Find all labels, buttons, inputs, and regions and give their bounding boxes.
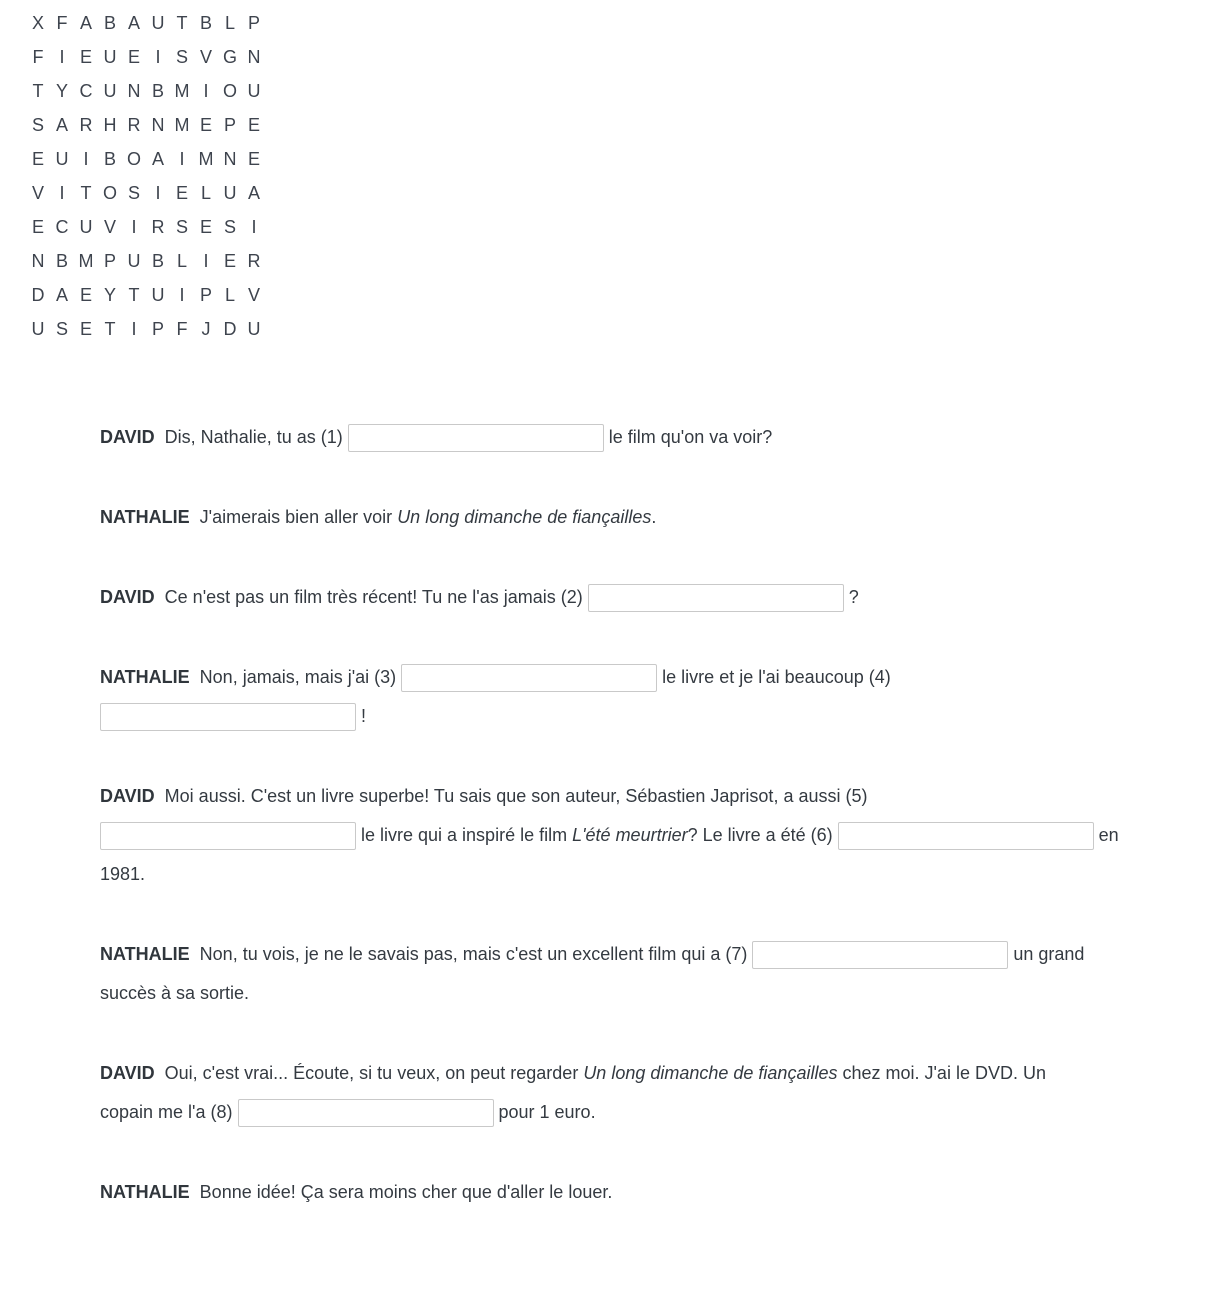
grid-letter: L [176,250,187,271]
dialogue-text: . [651,507,657,527]
grid-letter: I [155,46,161,67]
dialogue-text: ? [843,587,859,607]
film-title-italic: L'été meurtrier [572,825,688,845]
grid-letter: M [198,148,214,169]
blank-input-4[interactable] [100,703,356,731]
blank-input-1[interactable] [348,424,604,452]
grid-letter: U [151,12,165,33]
grid-letter: V [103,216,116,237]
grid-letter: B [151,250,164,271]
grid-letter: G [222,46,237,67]
grid-letter: R [79,114,93,135]
grid-letter: M [174,80,190,101]
blank-input-8[interactable] [238,1099,494,1127]
grid-letter: U [79,216,93,237]
grid-letter: A [55,284,68,305]
dialogue-text: 1981. [100,864,146,884]
grid-letter: P [223,114,236,135]
blank-input-2[interactable] [588,584,844,612]
grid-letter: M [78,250,94,271]
grid-letter: F [176,318,188,339]
grid-letter: F [32,46,44,67]
grid-letter: B [55,250,68,271]
grid-letter: R [151,216,165,237]
grid-letter: L [200,182,211,203]
dialogue-text: Non, tu vois, je ne le savais pas, mais c'est un excellent film qui a (7) [199,944,753,964]
grid-letter: S [31,114,44,135]
grid-letter: D [223,318,237,339]
dialogue-line [100,777,1186,816]
dialogue-text: copain me l'a (8) [100,1102,238,1122]
grid-letter: L [224,284,235,305]
grid-letter: U [247,318,261,339]
grid-letter: I [203,250,209,271]
dialogue-paragraph [100,578,1186,617]
grid-letter: P [103,250,116,271]
grid-letter: I [155,182,161,203]
grid-letter: N [247,46,261,67]
grid-letter: N [151,114,165,135]
grid-letter: H [103,114,117,135]
grid-letter: E [31,148,44,169]
blank-input-7[interactable] [752,941,1008,969]
dialogue-text: Ce n'est pas un film très récent! Tu ne l'as jamais (2) [164,587,588,607]
dialogue-line [100,658,1186,697]
grid-letter: T [104,318,116,339]
grid-letter: A [55,114,68,135]
worksheet-page [0,6,1226,1212]
dialogue-text: Dis, Nathalie, tu as (1) [164,427,348,447]
speaker-name: DAVID [100,587,155,607]
dialogue-text: pour 1 euro. [493,1102,596,1122]
grid-letter: I [203,80,209,101]
dialogue-text: ! [356,706,367,726]
grid-letter: F [56,12,68,33]
grid-letter: P [151,318,164,339]
grid-letter: N [223,148,237,169]
grid-letter: I [179,284,185,305]
blank-input-3[interactable] [401,664,657,692]
grid-letter: I [251,216,257,237]
dialogue-line [100,1173,1186,1212]
dialogue-text: le livre qui a inspiré le film [356,825,573,845]
speaker-name: DAVID [100,786,155,806]
grid-letter: U [151,284,165,305]
dialogue-text: le livre et je l'ai beaucoup (4) [657,667,891,687]
dialogue-text: J'aimerais bien aller voir [199,507,398,527]
grid-letter: N [127,80,141,101]
grid-letter: Y [103,284,116,305]
grid-letter: B [103,12,116,33]
grid-letter: E [79,318,92,339]
grid-letter: T [176,12,188,33]
dialogue-paragraph [100,498,1186,537]
grid-letter: E [247,114,260,135]
grid-letter: I [131,318,137,339]
speaker-name: DAVID [100,1063,155,1083]
grid-letter: I [131,216,137,237]
grid-letter: A [247,182,260,203]
grid-letter: N [31,250,45,271]
dialogue-text: Non, jamais, mais j'ai (3) [199,667,402,687]
grid-letter: U [103,46,117,67]
grid-letter: V [199,46,212,67]
grid-letter: B [199,12,212,33]
grid-letter: E [79,46,92,67]
dialogue-line [100,1054,1186,1093]
speaker-name: NATHALIE [100,507,190,527]
dialogue-paragraph [100,658,1186,736]
grid-letter: R [127,114,141,135]
grid-letter: I [59,46,65,67]
blank-input-5[interactable] [100,822,356,850]
dialogue-paragraph [100,418,1186,457]
grid-letter: O [222,80,237,101]
dialogue-line [100,816,1186,855]
grid-letter: M [174,114,190,135]
dialogue-text: succès à sa sortie. [100,983,250,1003]
dialogue-line [100,418,1186,457]
grid-letter: P [199,284,212,305]
dialogue-line [100,697,1186,736]
grid-letter: A [127,12,140,33]
grid-letter: D [31,284,45,305]
dialogue-text: le film qu'on va voir? [603,427,773,447]
film-title-italic: Un long dimanche de fiançailles [397,507,652,527]
grid-letter: O [102,182,117,203]
grid-letter: A [151,148,164,169]
grid-letter: U [55,148,69,169]
dialogue-text: Bonne idée! Ça sera moins cher que d'aller le louer. [199,1182,613,1202]
dialogue-paragraph [100,777,1186,894]
grid-letter: U [247,80,261,101]
grid-letter: T [32,80,44,101]
grid-letter: E [79,284,92,305]
dialogue-text: Oui, c'est vrai... Écoute, si tu veux, on peut regarder [164,1063,584,1083]
grid-letter: C [55,216,69,237]
grid-letter: O [126,148,141,169]
grid-letter: E [175,182,188,203]
grid-letter: E [127,46,140,67]
speaker-name: NATHALIE [100,667,190,687]
grid-letter: B [103,148,116,169]
dialogue-text: chez moi. J'ai le DVD. Un [837,1063,1046,1083]
grid-letter: I [83,148,89,169]
speaker-name: NATHALIE [100,1182,190,1202]
grid-letter: S [175,216,188,237]
blank-input-6[interactable] [838,822,1094,850]
grid-letter: S [127,182,140,203]
dialogue-paragraph [100,1054,1186,1132]
grid-letter: E [31,216,44,237]
dialogue-paragraph [100,1173,1186,1212]
grid-letter: Y [55,80,68,101]
grid-letter: U [223,182,237,203]
grid-letter: P [247,12,260,33]
dialogue-text: un grand [1008,944,1085,964]
grid-letter: E [247,148,260,169]
grid-letter: T [80,182,92,203]
dialogue-line [100,1093,1186,1132]
grid-letter: A [79,12,92,33]
dialogue-line [100,498,1186,537]
grid-letter: L [224,12,235,33]
grid-letter: V [31,182,44,203]
speaker-name: DAVID [100,427,155,447]
grid-letter: E [199,216,212,237]
grid-letter: U [103,80,117,101]
grid-letter: U [31,318,45,339]
dialogue-line [100,935,1186,974]
grid-letter: S [223,216,236,237]
grid-letter: V [247,284,260,305]
grid-letter: S [55,318,68,339]
grid-letter: I [179,148,185,169]
dialogue-section [100,418,1186,1212]
grid-letter: B [151,80,164,101]
grid-letter: S [175,46,188,67]
grid-letter: C [79,80,93,101]
dialogue-line [100,855,1186,894]
dialogue-text: Moi aussi. C'est un livre superbe! Tu sais que son auteur, Sébastien Japrisot, a aussi (5) [164,786,868,806]
dialogue-paragraph [100,935,1186,1013]
grid-letter: T [128,284,140,305]
grid-letter: J [201,318,211,339]
dialogue-text: en [1093,825,1119,845]
film-title-italic: Un long dimanche de fiançailles [583,1063,838,1083]
letter-grid [26,6,266,346]
grid-letter: I [59,182,65,203]
grid-letter: X [31,12,44,33]
dialogue-line [100,578,1186,617]
dialogue-text: ? Le livre a été (6) [687,825,838,845]
grid-letter: R [247,250,261,271]
dialogue-line [100,974,1186,1013]
grid-letter: E [223,250,236,271]
speaker-name: NATHALIE [100,944,190,964]
grid-letter: U [127,250,141,271]
grid-letter: E [199,114,212,135]
